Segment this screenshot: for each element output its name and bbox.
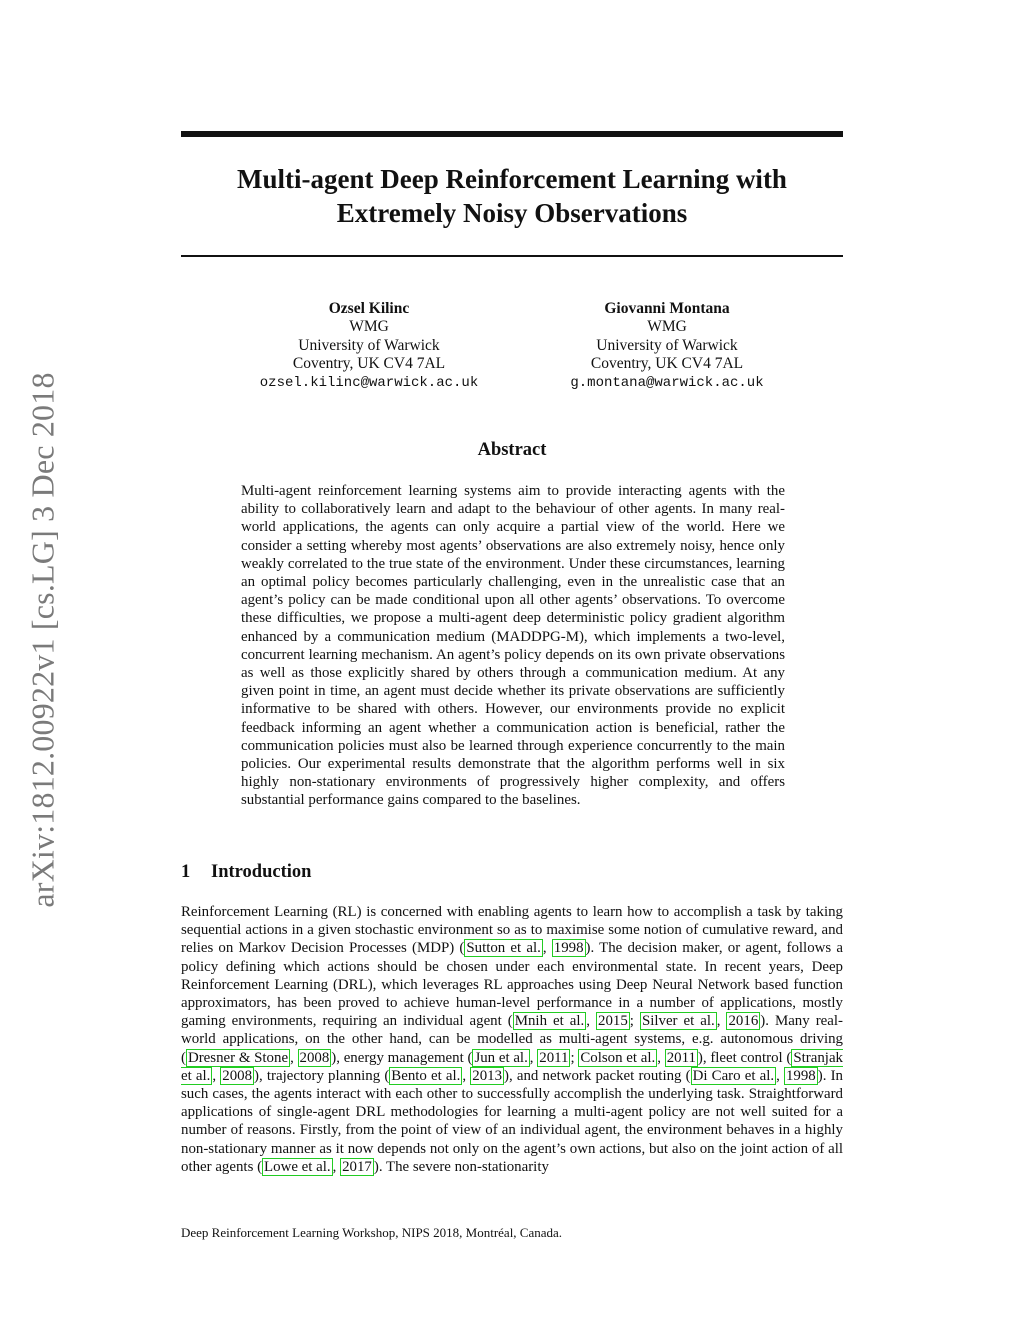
author-email[interactable]: g.montana@warwick.ac.uk (570, 374, 764, 391)
intro-text: ). The decision maker, or agent, follows a policy defining which actions should be chosen under each environmental state. In recent years, Deep Reinforcement Learning (DRL), which leverages RL approaches using Deep Neural Network based function approximators, has been proved to achieve human-level performance in a number of applications, mostly gaming environments, requiring an individual agent ( (181, 940, 843, 1030)
citation-year-link[interactable]: 2013 (472, 1067, 503, 1084)
author-dept: WMG (349, 318, 389, 336)
citation-link[interactable]: Bento et al. (391, 1067, 461, 1084)
intro-text: ). Many real-world applications, on the other hand, can be modelled as multi-agent systems, e.g. autonomous driving ( (181, 1013, 843, 1066)
intro-text: ). In such cases, the agents interact with each other to successfully accomplish the underlying task. Straightforward applications of single-agent DRL methodologies for learning a multi-agent policy are not well suited for a number of reasons. Firstly, from the point of view of an individual agent, the environment behaves in a highly non-stationary manner as it now depends not only on the agent’s own actions, but also on the joint action of all other agents ( (181, 1067, 843, 1175)
citation-link[interactable]: Silver et al. (641, 1013, 715, 1030)
intro-text: ), fleet control ( (697, 1049, 792, 1066)
abstract-heading: Abstract (477, 440, 547, 460)
section-heading (181, 862, 311, 883)
arxiv-identifier-stamp: arXiv:1812.00922v1 [cs.LG] 3 Dec 2018 (24, 372, 61, 908)
author-email[interactable]: ozsel.kilinc@warwick.ac.uk (259, 374, 479, 391)
author-dept: WMG (647, 318, 687, 336)
intro-text: ), energy management ( (331, 1049, 473, 1066)
citation-link[interactable]: Lowe et al. (264, 1158, 331, 1175)
author-address: Coventry, UK CV4 7AL (292, 355, 446, 373)
author-affiliation: University of Warwick (596, 336, 738, 354)
venue-footnote: Deep Reinforcement Learning Workshop, NIPS 2018, Montréal, Canada. (181, 1225, 563, 1240)
citation-year-link[interactable]: 2008 (222, 1067, 253, 1084)
citation-year-link[interactable]: 2011 (666, 1049, 696, 1066)
author-name: Ozsel Kilinc (328, 300, 410, 317)
intro-text: ), trajectory planning ( (254, 1067, 390, 1084)
author-block-2 (517, 300, 817, 392)
citation-year-link[interactable]: 2011 (539, 1049, 569, 1066)
citation-year-link[interactable]: 2017 (342, 1158, 372, 1175)
section-number: 1 (181, 862, 191, 882)
title-bottom-rule (181, 255, 843, 257)
citation-link[interactable]: Sutton et al. (466, 940, 541, 957)
citation-link[interactable]: Di Caro et al. (692, 1067, 775, 1084)
author-address: Coventry, UK CV4 7AL (590, 355, 744, 373)
citation-link[interactable]: Dresner & Stone (187, 1049, 289, 1066)
introduction-paragraph: Reinforcement Learning (RL) is concerned with enabling agents to learn how to accomplish a task by taking sequential actions in a given stochastic environment so as to maximise some notion of cumulative reward, and relies on Markov Decision Processes (MDP) ( Sutton et al. , 1998 ). The decision maker, or agent, follows a policy defining which actions should be chosen under each environmental state. In recent years, Deep Reinforcement Learning (DRL), which leverages RL approaches using Deep Neural Network based function approximators, has been proved to achieve human-level performance in a number of applications, mostly gaming environments, requiring an individual agent ( Mnih et al. , 2015 ; Silver et al. , 2016 ). Many real-world applications, on the other hand, can be modelled as multi-agent systems, e.g. autonomous driving ( Dresner & Stone , 2008 ), energy management ( Jun et al. , 2011 ; Colson et al. , 2011 ), fleet control ( Stranjak et al. , 2008 ), trajectory planning ( Bento et al. , 2013 ), and network packet routing ( Di Caro et al. , 1998 ). In such cases, the agents interact with each other to successfully accomplish the underlying task. Straightforward applications of single-agent DRL methodologies for learning a multi-agent policy are not well suited for a number of reasons. Firstly, from the point of view of an individual agent, the environment behaves in a highly non-stationary manner as it now depends not only on the agent’s own actions, but also on the joint action of all other agents ( Lowe et al. , 2017 ). The severe non-stationarity (181, 904, 843, 1175)
intro-text: Reinforcement Learning (RL) is concerned with enabling agents to learn how to accomplish a task by taking sequential actions in a given stochastic environment so as to maximise some notion of cumulative reward, and relies on Markov Decision Processes (MDP) ( (181, 904, 843, 957)
citation-link[interactable]: Mnih et al. (514, 1013, 585, 1030)
citation-year-link[interactable]: 1998 (785, 1067, 816, 1084)
citation-link[interactable]: Stranjak et al. (181, 1049, 843, 1084)
paper-title: Multi-agent Deep Reinforcement Learning with Extremely Noisy Observations (237, 164, 787, 228)
citation-link[interactable]: Colson et al. (580, 1049, 656, 1066)
citation-link[interactable]: Jun et al. (474, 1049, 528, 1066)
intro-text: ), and network packet routing ( (504, 1067, 691, 1084)
section-title: Introduction (211, 862, 312, 882)
author-name: Giovanni Montana (604, 300, 730, 317)
intro-text: ). The severe non-stationarity (373, 1158, 549, 1175)
citation-year-link[interactable]: 1998 (553, 940, 584, 957)
author-block-1 (219, 300, 519, 392)
title-top-rule (181, 131, 843, 137)
citation-year-link[interactable]: 2008 (299, 1049, 330, 1066)
citation-year-link[interactable]: 2016 (728, 1013, 759, 1030)
abstract-text: Multi-agent reinforcement learning systems aim to provide interacting agents with the ability to collaboratively learn and adapt to the behaviour of other agents. In many real-world applications, the agents can only acquire a partial view of the world. Here we consider a setting whereby most agents’ observations are also extremely noisy, hence only weakly correlated to the true state of the environment. Under these circumstances, learning an optimal policy becomes particularly challenging, even in the unrealistic case that an agent’s policy can be made conditional upon all other agents’ observations. To overcome these difficulties, we propose a multi-agent deep deterministic policy gradient algorithm enhanced by a communication medium (MADDPG-M), which implements a two-level, concurrent learning mechanism. An agent’s policy depends on its own private observations as well as those explicitly shared by others through a communication medium. At any given point in time, an agent must decide whether its private observations are sufficiently informative to be shared with others. However, our environments provide no explicit feedback informing an agent whether a communication action is beneficial, rather the communication policies must also be learned through experience concurrently to the main policies. Our experimental results demonstrate that the algorithm performs well in six highly non-stationary environments of progressively higher complexity, and offers substantial performance gains compared to the baselines. (241, 483, 785, 809)
author-affiliation: University of Warwick (298, 336, 440, 354)
citation-year-link[interactable]: 2015 (598, 1013, 628, 1030)
